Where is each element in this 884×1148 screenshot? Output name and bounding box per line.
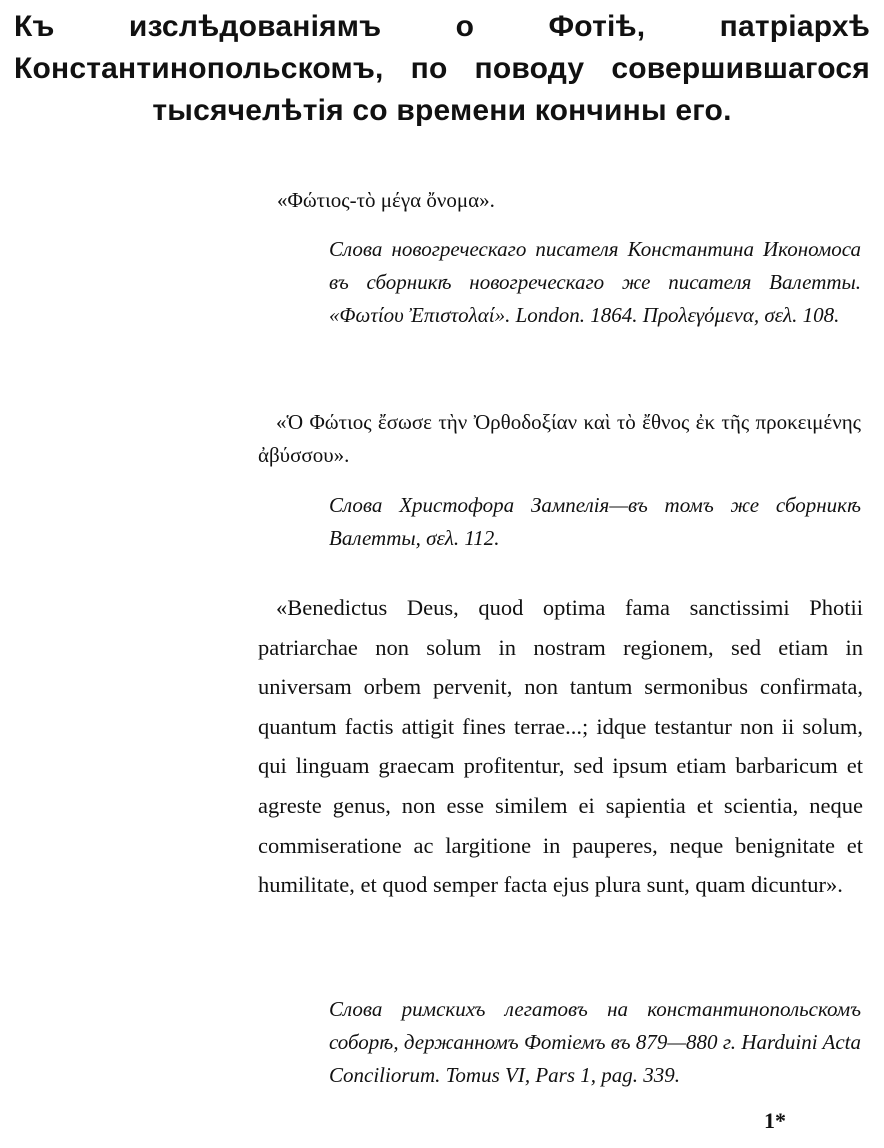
- epigraph-source: Слова новогреческаго писателя Константина Икономоса въ сборникѣ новогреческаго же писателя Валетты. «Φωτίου Ἐπιστολαί». London. 1864. Προλεγόμενα, σελ. 108.: [329, 237, 861, 327]
- epigraph-quote: «Benedictus Deus, quod optima fama sanctissimi Photii patriarchae non solum in nostram regionem, sed etiam in universam orbem pervenit, non tantum sermonibus confirmata, quantum factis attigit fines terrae...; idque testantur non ii solum, qui linguam graecam profitentur, sed ipsum etiam barbaricum et agreste genus, non esse similem ei sapientia et scientia, neque commiseratione ac largitione in pauperes, neque benignitate et humilitate, et quod semper facta ejus plura sunt, quam dicuntur».: [258, 595, 863, 898]
- signature-mark: 1*: [764, 1108, 786, 1133]
- page-title: Къ изслѣдованіямъ о Фотіѣ, патріархѣ Константинопольскомъ, по поводу совершившагося тысячелѣтія со времени кончины его.: [14, 10, 870, 127]
- epigraph-quote: «Φώτιος-τὸ μέγα ὄνομα».: [277, 188, 495, 212]
- epigraph-source: Слова римскихъ легатовъ на константинопольскомъ соборѣ, держанномъ Фотіемъ въ 879—880 г. Harduini Acta Conciliorum. Tomus VI, Pars 1, pag. 339.: [329, 997, 861, 1087]
- epigraph-quote: «Ὁ Φώτιος ἔσωσε τὴν Ὀρθοδοξίαν καὶ τὸ ἔθνος ἐκ τῆς προκειμένης ἀβύσσου».: [258, 410, 861, 467]
- epigraph-source: Слова Христофора Зампелія—въ томъ же сборникѣ Валетты, σελ. 112.: [329, 493, 861, 550]
